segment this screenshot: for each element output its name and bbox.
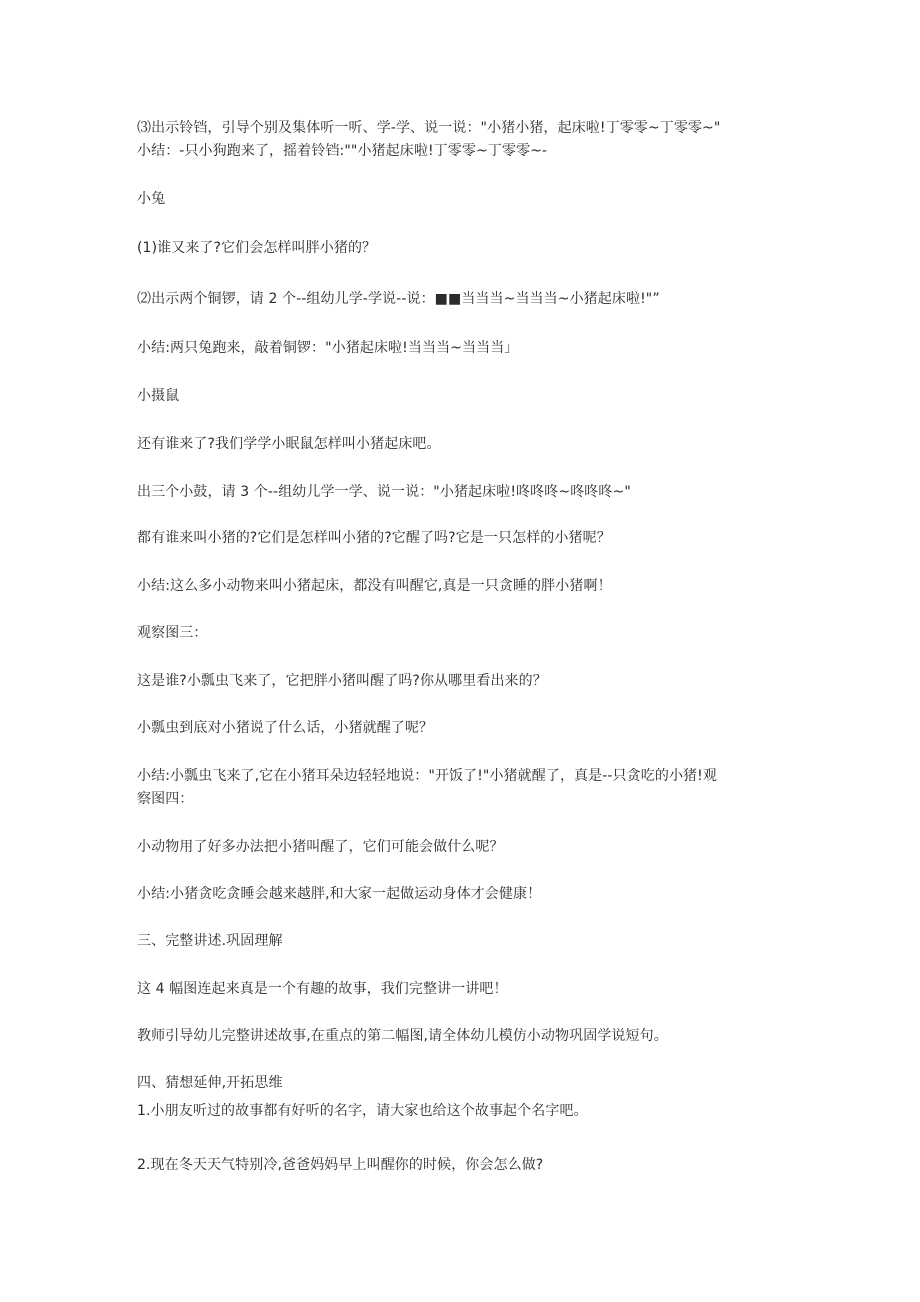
text-line: 小结:两只兔跑来，敲着铜锣："小猪起床啦!当当当~当当当」 bbox=[137, 340, 519, 356]
text-line: 小结：-只小狗跑来了，摇着铃铛:""小猪起床啦!丁零零~丁零零~- bbox=[137, 143, 548, 159]
text-line: 教师引导幼儿完整讲述故事,在重点的第二幅图,请全体幼儿模仿小动物巩固学说短句。 bbox=[137, 1028, 668, 1044]
text-line: ⑵出示两个铜锣，请 2 个--组幼儿学-学说--说：■■当当当~当当当~小猪起床啦!"” bbox=[137, 291, 660, 307]
text-line: 这是谁?小瓢虫飞来了，它把胖小猪叫醒了吗?你从哪里看出来的？ bbox=[137, 673, 547, 689]
text-line: 小瓢虫到底对小猪说了什么话，小猪就醒了呢？ bbox=[137, 720, 434, 736]
text-line: 观察图三： bbox=[137, 625, 208, 641]
section-heading: 三、完整讲述.巩固理解 bbox=[137, 933, 283, 949]
text-line: 2.现在冬天天气特别冷,爸爸妈妈早上叫醒你的时候，你会怎么做? bbox=[137, 1157, 544, 1173]
text-line: 这 4 幅图连起来真是一个有趣的故事，我们完整讲一讲吧！ bbox=[137, 981, 508, 997]
text-line: 察图四： bbox=[137, 791, 194, 807]
section-heading: 小摄鼠 bbox=[137, 388, 180, 404]
text-line: 1.小朋友听过的故事都有好听的名字，请大家也给这个故事起个名字吧。 bbox=[137, 1103, 588, 1119]
text-line: 还有谁来了?我们学学小眠鼠怎样叫小猪起床吧。 bbox=[137, 436, 441, 452]
text-line: 小动物用了好多办法把小猪叫醒了，它们可能会做什么呢？ bbox=[137, 839, 504, 855]
text-line: 小结:小瓢虫飞来了,它在小猪耳朵边轻轻地说："开饭了!"小猪就醒了，真是--只贪吃的小猪!观 bbox=[137, 768, 717, 784]
text-line: ⑶出示铃铛，引导个别及集体听一听、学-学、说一说："小猪小猪，起床啦!丁零零~丁零零~" bbox=[137, 120, 721, 136]
text-line: 都有谁来叫小猪的?它们是怎样叫小猪的?它醒了吗?它是一只怎样的小猪呢？ bbox=[137, 530, 611, 546]
text-line: 出三个小鼓，请 3 个--组幼儿学一学、说一说："小猪起床啦!咚咚咚~咚咚咚~" bbox=[137, 484, 631, 500]
section-heading: 四、猜想延伸,开拓思维 bbox=[137, 1075, 283, 1091]
text-line: 小结:小猪贪吃贪睡会越来越胖,和大家一起做运动身体才会健康！ bbox=[137, 886, 542, 902]
text-line: (1)谁又来了?它们会怎样叫胖小猪的？ bbox=[137, 240, 377, 256]
text-line: 小结:这么多小动物来叫小猪起床，都没有叫醒它,真是一只贪睡的胖小猪啊！ bbox=[137, 578, 612, 594]
section-heading: 小兔 bbox=[137, 191, 166, 207]
